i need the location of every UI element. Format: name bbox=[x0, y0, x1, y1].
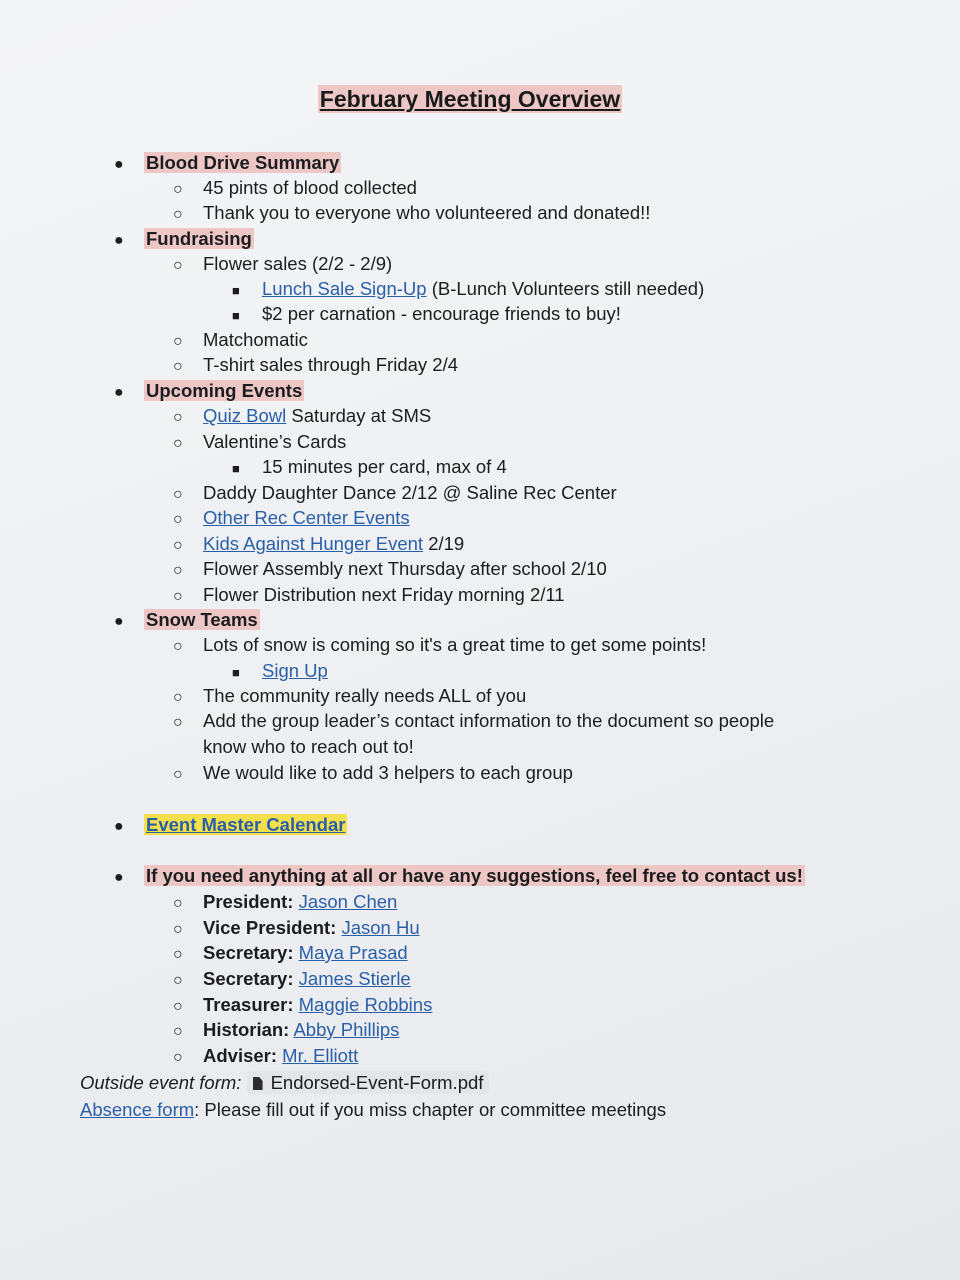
item-text: Saturday at SMS bbox=[286, 405, 432, 426]
section-fundraising bbox=[114, 228, 254, 252]
bullet-l2: ○ bbox=[173, 511, 183, 528]
officer-row bbox=[173, 891, 397, 915]
section-heading: Fundraising bbox=[146, 228, 252, 249]
section-heading: Snow Teams bbox=[146, 609, 258, 630]
item-text: Daddy Daughter Dance 2/12 @ Saline Rec Center bbox=[203, 482, 617, 503]
officer-link[interactable]: Mr. Elliott bbox=[282, 1045, 359, 1066]
file-chip[interactable] bbox=[247, 1071, 490, 1094]
page-title: February Meeting Overview bbox=[319, 86, 621, 112]
bullet-l2: ○ bbox=[173, 333, 183, 350]
bullet-l1: ● bbox=[114, 232, 124, 249]
bullet-l3: ■ bbox=[232, 665, 240, 680]
bullet-l2: ○ bbox=[173, 766, 183, 783]
bullet-l2: ○ bbox=[173, 1023, 183, 1040]
officer-role: Secretary: bbox=[203, 942, 294, 963]
item-text: 45 pints of blood collected bbox=[203, 177, 417, 198]
officer-link[interactable]: Jason Chen bbox=[298, 891, 398, 912]
officer-row bbox=[173, 968, 411, 992]
bullet-l2: ○ bbox=[173, 998, 183, 1015]
bullet-l2: ○ bbox=[173, 206, 183, 223]
bullet-l3: ■ bbox=[232, 283, 240, 298]
item-text: Flower Distribution next Friday morning 2/11 bbox=[203, 584, 565, 605]
bullet-l2: ○ bbox=[173, 409, 183, 426]
bullet-l3: ■ bbox=[232, 308, 240, 323]
list-item bbox=[173, 177, 417, 201]
officer-role: Historian: bbox=[203, 1019, 290, 1040]
officer-role: Secretary: bbox=[203, 968, 294, 989]
item-text: Valentine’s Cards bbox=[203, 431, 347, 452]
list-item bbox=[232, 456, 507, 480]
officer-role: Vice President: bbox=[203, 917, 337, 938]
officer-row bbox=[173, 1045, 358, 1069]
list-item bbox=[173, 762, 573, 786]
section-heading: Upcoming Events bbox=[146, 380, 303, 401]
bullet-l2: ○ bbox=[173, 562, 183, 579]
list-item bbox=[173, 354, 458, 378]
bullet-l2: ○ bbox=[173, 714, 183, 731]
list-item bbox=[232, 660, 328, 684]
item-text: Add the group leader’s contact information to the document so people bbox=[203, 710, 775, 731]
item-text: 2/19 bbox=[423, 533, 465, 554]
item-text: Flower Assembly next Thursday after school 2/10 bbox=[203, 558, 607, 579]
officer-row bbox=[173, 1019, 399, 1043]
bullet-l2: ○ bbox=[173, 1049, 183, 1066]
kids-against-hunger-link[interactable]: Kids Against Hunger Event bbox=[203, 533, 424, 554]
bullet-l2: ○ bbox=[173, 588, 183, 605]
bullet-l2: ○ bbox=[173, 921, 183, 938]
section-calendar bbox=[114, 814, 347, 838]
bullet-l2: ○ bbox=[173, 895, 183, 912]
section-upcoming-events bbox=[114, 380, 304, 404]
file-name: Endorsed-Event-Form.pdf bbox=[270, 1072, 484, 1093]
absence-text: : Please fill out if you miss chapter or committee meetings bbox=[194, 1099, 667, 1120]
bullet-l1: ● bbox=[114, 818, 124, 835]
rec-center-events-link[interactable]: Other Rec Center Events bbox=[203, 507, 410, 528]
section-contact bbox=[114, 865, 805, 889]
bullet-l2: ○ bbox=[173, 486, 183, 503]
item-text: (B-Lunch Volunteers still needed) bbox=[426, 278, 705, 299]
bullet-l2: ○ bbox=[173, 537, 183, 554]
officer-link[interactable]: Abby Phillips bbox=[293, 1019, 400, 1040]
list-item bbox=[173, 685, 526, 709]
outside-event-form-row bbox=[80, 1072, 489, 1094]
section-snow-teams bbox=[114, 609, 260, 633]
list-item bbox=[173, 253, 392, 277]
bullet-l3: ■ bbox=[232, 461, 240, 476]
item-text: 15 minutes per card, max of 4 bbox=[262, 456, 507, 477]
section-heading: If you need anything at all or have any suggestions, feel free to contact us! bbox=[146, 865, 803, 886]
list-item bbox=[173, 558, 607, 582]
event-master-calendar-link[interactable]: Event Master Calendar bbox=[146, 814, 346, 835]
item-text: We would like to add 3 helpers to each group bbox=[203, 762, 573, 783]
list-item bbox=[173, 329, 308, 353]
snow-signup-link[interactable]: Sign Up bbox=[262, 660, 328, 681]
bullet-l1: ● bbox=[114, 384, 124, 401]
item-text: $2 per carnation - encourage friends to buy! bbox=[262, 303, 621, 324]
list-item bbox=[173, 507, 410, 531]
list-item-continued bbox=[203, 736, 414, 758]
item-text: Matchomatic bbox=[203, 329, 308, 350]
bullet-l2: ○ bbox=[173, 358, 183, 375]
outside-form-label: Outside event form: bbox=[80, 1072, 242, 1093]
item-text: Flower sales (2/2 - 2/9) bbox=[203, 253, 393, 274]
absence-form-link[interactable]: Absence form bbox=[80, 1099, 195, 1120]
bullet-l1: ● bbox=[114, 869, 124, 886]
list-item bbox=[173, 482, 617, 506]
list-item bbox=[173, 634, 706, 658]
list-item bbox=[232, 278, 704, 302]
officer-link[interactable]: James Stierle bbox=[298, 968, 411, 989]
absence-form-row bbox=[80, 1099, 666, 1121]
bullet-l1: ● bbox=[114, 613, 124, 630]
officer-role: President: bbox=[203, 891, 294, 912]
list-item bbox=[173, 533, 464, 557]
bullet-l2: ○ bbox=[173, 972, 183, 989]
officer-row bbox=[173, 942, 408, 966]
bullet-l2: ○ bbox=[173, 181, 183, 198]
item-text: Lots of snow is coming so it's a great time to get some points! bbox=[203, 634, 707, 655]
item-text: The community really needs ALL of you bbox=[203, 685, 527, 706]
officer-role: Adviser: bbox=[203, 1045, 278, 1066]
file-icon bbox=[253, 1077, 263, 1090]
list-item bbox=[232, 303, 621, 327]
bullet-l2: ○ bbox=[173, 689, 183, 706]
page-title-wrap bbox=[0, 86, 940, 113]
bullet-l2: ○ bbox=[173, 638, 183, 655]
item-text: Thank you to everyone who volunteered and donated!! bbox=[203, 202, 651, 223]
list-item bbox=[173, 710, 774, 734]
bullet-l2: ○ bbox=[173, 257, 183, 274]
list-item bbox=[173, 431, 346, 455]
bullet-l2: ○ bbox=[173, 946, 183, 963]
officer-row bbox=[173, 994, 432, 1018]
section-blood-drive bbox=[114, 152, 341, 176]
officer-link[interactable]: Maggie Robbins bbox=[298, 994, 433, 1015]
officer-role: Treasurer: bbox=[203, 994, 294, 1015]
officer-link[interactable]: Maya Prasad bbox=[298, 942, 408, 963]
item-text: know who to reach out to! bbox=[203, 736, 414, 757]
item-text: T-shirt sales through Friday 2/4 bbox=[203, 354, 458, 375]
officer-link[interactable]: Jason Hu bbox=[341, 917, 420, 938]
list-item bbox=[173, 202, 650, 226]
section-heading: Blood Drive Summary bbox=[146, 152, 340, 173]
quiz-bowl-link[interactable]: Quiz Bowl bbox=[203, 405, 287, 426]
list-item bbox=[173, 584, 565, 608]
officer-row bbox=[173, 917, 420, 941]
lunch-sale-signup-link[interactable]: Lunch Sale Sign-Up bbox=[262, 278, 427, 299]
bullet-l2: ○ bbox=[173, 435, 183, 452]
bullet-l1: ● bbox=[114, 156, 124, 173]
list-item bbox=[173, 405, 431, 429]
